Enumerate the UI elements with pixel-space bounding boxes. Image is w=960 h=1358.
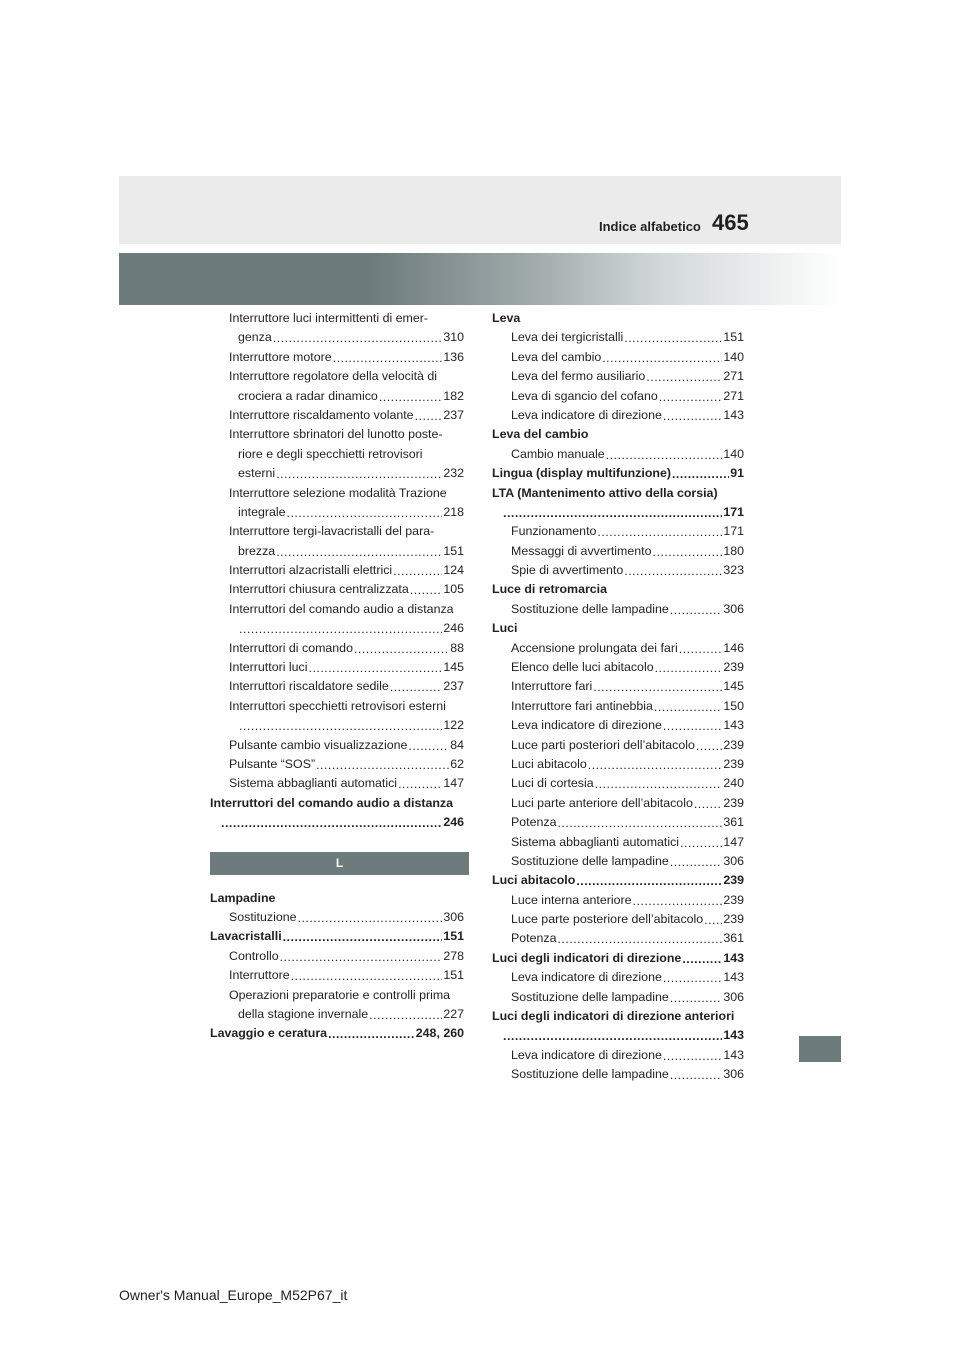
page-reference: 140 bbox=[723, 349, 744, 364]
index-entry bbox=[210, 966, 464, 985]
page-reference: 239 bbox=[723, 737, 744, 752]
page-reference: 239 bbox=[723, 660, 744, 675]
page-reference: 145 bbox=[723, 679, 744, 694]
dot-leader bbox=[695, 736, 722, 755]
page-reference: 151 bbox=[723, 330, 744, 345]
page-reference: 271 bbox=[723, 388, 744, 403]
entry-label: Leva del fermo ausiliario bbox=[511, 369, 646, 384]
dot-leader bbox=[286, 503, 443, 522]
index-entry bbox=[492, 930, 744, 949]
entry-label: Potenza bbox=[511, 815, 557, 830]
page-reference: 151 bbox=[443, 543, 464, 558]
dot-leader bbox=[693, 794, 722, 813]
page-reference: 143 bbox=[723, 407, 744, 422]
entry-label: Sistema abbaglianti automatici bbox=[229, 776, 398, 791]
page-reference: 182 bbox=[443, 388, 464, 403]
entry-label: Luce parte posteriore dell’abitacolo bbox=[511, 912, 704, 927]
entry-label: Luci di cortesia bbox=[511, 776, 594, 791]
dot-leader bbox=[238, 716, 442, 735]
page-reference: 105 bbox=[443, 582, 464, 597]
index-heading-entry bbox=[492, 871, 744, 890]
dot-leader bbox=[662, 716, 722, 735]
dot-leader bbox=[671, 464, 729, 483]
index-entry bbox=[210, 503, 464, 522]
page-reference: 147 bbox=[723, 834, 744, 849]
entry-label: crociera a radar dinamico bbox=[238, 388, 378, 403]
dot-leader bbox=[502, 503, 722, 522]
page-reference: 91 bbox=[730, 466, 744, 481]
index-entry bbox=[210, 677, 464, 696]
index-heading: Lampadine bbox=[210, 890, 276, 905]
page-reference: 306 bbox=[443, 909, 464, 924]
entry-label: Leva indicatore di direzione bbox=[511, 970, 662, 985]
page-reference: 306 bbox=[723, 989, 744, 1004]
entry-label: Interruttori di comando bbox=[229, 640, 353, 655]
page-reference: 246 bbox=[443, 815, 464, 830]
dot-leader bbox=[623, 328, 722, 347]
page-reference: 147 bbox=[443, 776, 464, 791]
index-entry bbox=[492, 658, 744, 677]
entry-label: Accensione prolungata dei fari bbox=[511, 640, 678, 655]
entry-label: Interruttore fari antinebbia bbox=[511, 698, 653, 713]
page-reference: 278 bbox=[443, 948, 464, 963]
page-reference: 122 bbox=[443, 718, 464, 733]
entry-label: della stagione invernale bbox=[238, 1006, 369, 1021]
index-entry bbox=[210, 658, 464, 677]
entry-label: Messaggi di avvertimento bbox=[511, 543, 652, 558]
index-entry bbox=[492, 697, 744, 716]
index-entry-text: Interruttori specchietti retrovisori esterni bbox=[229, 698, 446, 713]
index-entry bbox=[210, 1005, 464, 1024]
index-entry bbox=[210, 619, 464, 638]
entry-label: Interruttore motore bbox=[229, 349, 332, 364]
entry-label: integrale bbox=[238, 504, 286, 519]
entry-label: Lingua (display multifunzione) bbox=[492, 466, 671, 481]
entry-label: Leva del cambio bbox=[511, 349, 602, 364]
dot-leader bbox=[679, 833, 722, 852]
dot-leader bbox=[669, 852, 723, 871]
index-entry bbox=[210, 464, 464, 483]
entry-label: Pulsante “SOS” bbox=[229, 756, 316, 771]
dot-leader bbox=[556, 930, 722, 949]
dot-leader bbox=[275, 464, 442, 483]
footer-manual-id: Owner's Manual_Europe_M52P67_it bbox=[119, 1287, 348, 1303]
page-reference: 361 bbox=[723, 931, 744, 946]
entry-label: Interruttore fari bbox=[511, 679, 593, 694]
page-reference: 361 bbox=[723, 815, 744, 830]
index-entry bbox=[492, 736, 744, 755]
page-reference: 239 bbox=[723, 873, 744, 888]
dot-leader bbox=[654, 658, 723, 677]
entry-label: Luci abitacolo bbox=[492, 873, 576, 888]
dot-leader bbox=[414, 406, 443, 425]
index-entry bbox=[492, 891, 744, 910]
index-entry bbox=[492, 833, 744, 852]
page-number: 465 bbox=[712, 210, 749, 235]
entry-label: Cambio manuale bbox=[511, 446, 605, 461]
page-reference: 143 bbox=[723, 718, 744, 733]
index-heading: Leva del cambio bbox=[492, 427, 589, 442]
index-entry bbox=[492, 348, 744, 367]
entry-label: Pulsante cambio visualizzazione bbox=[229, 737, 408, 752]
index-entry-text: Operazioni preparatorie e controlli prima bbox=[229, 987, 451, 1002]
entry-label: Luce parti posteriori dell’abitacolo bbox=[511, 737, 695, 752]
page-reference: 84 bbox=[450, 737, 464, 752]
page-reference: 88 bbox=[450, 640, 464, 655]
page-reference: 218 bbox=[443, 504, 464, 519]
entry-label: Interruttore bbox=[229, 968, 290, 983]
dot-leader bbox=[592, 677, 722, 696]
index-entry bbox=[210, 580, 464, 599]
page-reference: 227 bbox=[443, 1006, 464, 1021]
dot-leader bbox=[587, 755, 723, 774]
index-entry bbox=[492, 542, 744, 561]
dot-leader bbox=[669, 988, 723, 1007]
header-gradient-bar bbox=[119, 253, 841, 305]
dot-leader bbox=[575, 871, 722, 890]
dot-leader bbox=[378, 387, 443, 406]
page-reference: 124 bbox=[443, 563, 464, 578]
index-entry bbox=[492, 522, 744, 541]
dot-leader bbox=[297, 908, 443, 927]
index-entry bbox=[210, 348, 464, 367]
page-reference: 143 bbox=[723, 970, 744, 985]
page-reference: 151 bbox=[443, 968, 464, 983]
dot-leader bbox=[669, 1065, 723, 1084]
index-entry bbox=[210, 561, 464, 580]
page-reference: 239 bbox=[723, 892, 744, 907]
entry-label: Interruttori alzacristalli elettrici bbox=[229, 563, 393, 578]
entry-label: Luci degli indicatori di direzione bbox=[492, 950, 682, 965]
dot-leader bbox=[662, 406, 722, 425]
dot-leader bbox=[407, 736, 449, 755]
index-entry bbox=[492, 774, 744, 793]
page-reference: 143 bbox=[723, 1047, 744, 1062]
index-heading-entry bbox=[210, 927, 464, 946]
page-reference: 246 bbox=[443, 621, 464, 636]
index-entry bbox=[492, 988, 744, 1007]
index-entry bbox=[210, 774, 464, 793]
index-entry bbox=[492, 794, 744, 813]
dot-leader bbox=[556, 813, 722, 832]
entry-label: Sostituzione delle lampadine bbox=[511, 601, 669, 616]
page-reference: 239 bbox=[723, 912, 744, 927]
dot-leader bbox=[272, 328, 443, 347]
index-entry bbox=[210, 908, 464, 927]
page-reference: 136 bbox=[443, 349, 464, 364]
index-column-left bbox=[210, 309, 464, 1044]
index-heading: Leva bbox=[492, 311, 521, 325]
index-entry bbox=[210, 328, 464, 347]
entry-label: genza bbox=[238, 330, 272, 345]
dot-leader bbox=[392, 561, 442, 580]
entry-label: Potenza bbox=[511, 931, 557, 946]
index-heading-entry bbox=[492, 949, 744, 968]
page-reference: 62 bbox=[450, 756, 464, 771]
entry-label: Interruttori chiusura centralizzata bbox=[229, 582, 409, 597]
entry-label: Interruttori riscaldatore sedile bbox=[229, 679, 389, 694]
page-reference: 143 bbox=[723, 1028, 744, 1043]
entry-label: Funzionamento bbox=[511, 524, 597, 539]
section-title: Indice alfabetico bbox=[599, 219, 701, 234]
index-entry bbox=[492, 1065, 744, 1084]
index-heading-entry bbox=[210, 813, 464, 832]
entry-label: Sostituzione delle lampadine bbox=[511, 853, 669, 868]
dot-leader bbox=[662, 968, 722, 987]
dot-leader bbox=[220, 813, 442, 832]
page-reference: 145 bbox=[443, 660, 464, 675]
entry-label: Interruttore riscaldamento volante bbox=[229, 407, 414, 422]
dot-leader bbox=[658, 387, 723, 406]
dot-leader bbox=[653, 697, 722, 716]
index-entry bbox=[210, 406, 464, 425]
dot-leader bbox=[601, 348, 722, 367]
dot-leader bbox=[681, 949, 722, 968]
page-reference: 151 bbox=[443, 929, 464, 944]
index-heading: Luce di retromarcia bbox=[492, 582, 608, 597]
page-reference: 310 bbox=[443, 330, 464, 345]
index-entry bbox=[210, 716, 464, 735]
index-entry bbox=[210, 542, 464, 561]
dot-leader bbox=[397, 774, 442, 793]
dot-leader bbox=[632, 891, 723, 910]
index-entry bbox=[492, 600, 744, 619]
dot-leader bbox=[308, 658, 443, 677]
dot-leader bbox=[353, 639, 449, 658]
page-reference: 180 bbox=[723, 543, 744, 558]
index-heading: Interruttori del comando audio a distanza bbox=[210, 795, 454, 810]
index-entry bbox=[210, 639, 464, 658]
dot-leader bbox=[238, 619, 442, 638]
index-entry bbox=[492, 328, 744, 347]
dot-leader bbox=[279, 947, 443, 966]
entry-label: Leva dei tergicristalli bbox=[511, 330, 624, 345]
index-column-right bbox=[492, 309, 744, 1085]
dot-leader bbox=[409, 580, 443, 599]
index-entry bbox=[492, 755, 744, 774]
dot-leader bbox=[678, 639, 723, 658]
dot-leader bbox=[275, 542, 442, 561]
index-entry bbox=[492, 639, 744, 658]
entry-label: Sistema abbaglianti automatici bbox=[511, 834, 680, 849]
index-entry bbox=[492, 852, 744, 871]
dot-leader bbox=[662, 1046, 722, 1065]
index-entry bbox=[210, 947, 464, 966]
dot-leader bbox=[596, 522, 722, 541]
entry-label: Leva indicatore di direzione bbox=[511, 407, 662, 422]
index-heading: LTA (Mantenimento attivo della corsia) bbox=[492, 485, 718, 500]
dot-leader bbox=[290, 966, 443, 985]
entry-label: Luci parte anteriore dell’abitacolo bbox=[511, 795, 693, 810]
page-reference: 271 bbox=[723, 369, 744, 384]
dot-leader bbox=[315, 755, 449, 774]
dot-leader bbox=[389, 677, 443, 696]
index-entry bbox=[492, 1046, 744, 1065]
index-letter-heading: L bbox=[210, 852, 469, 875]
index-heading: Luci degli indicatori di direzione anteriori bbox=[492, 1009, 735, 1024]
dot-leader bbox=[594, 774, 723, 793]
index-entry bbox=[210, 755, 464, 774]
dot-leader bbox=[623, 561, 722, 580]
dot-leader bbox=[368, 1005, 442, 1024]
page-reference: 232 bbox=[443, 466, 464, 481]
dot-leader bbox=[703, 910, 722, 929]
index-entry bbox=[492, 367, 744, 386]
page-reference: 150 bbox=[723, 698, 744, 713]
index-heading-entry bbox=[492, 503, 744, 522]
index-entry-text: Interruttore tergi-lavacristalli del para- bbox=[229, 524, 435, 539]
page-reference: 306 bbox=[723, 853, 744, 868]
page-reference: 240 bbox=[723, 776, 744, 791]
dot-leader bbox=[645, 367, 722, 386]
index-heading-entry bbox=[492, 1026, 744, 1045]
entry-label: Elenco delle luci abitacolo bbox=[511, 660, 654, 675]
entry-label: Interruttori luci bbox=[229, 660, 308, 675]
page-reference: 143 bbox=[723, 950, 744, 965]
index-entry bbox=[492, 968, 744, 987]
entry-label: Spie di avvertimento bbox=[511, 563, 624, 578]
page-reference: 237 bbox=[443, 679, 464, 694]
page-reference: 237 bbox=[443, 407, 464, 422]
dot-leader bbox=[327, 1024, 415, 1043]
dot-leader bbox=[332, 348, 443, 367]
index-entry bbox=[492, 910, 744, 929]
page-reference: 239 bbox=[723, 795, 744, 810]
index-entry bbox=[210, 736, 464, 755]
page-reference: 171 bbox=[723, 524, 744, 539]
page-reference: 239 bbox=[723, 756, 744, 771]
page-reference: 306 bbox=[723, 1067, 744, 1082]
page-reference: 248, 260 bbox=[415, 1026, 464, 1041]
dot-leader bbox=[502, 1026, 722, 1045]
dot-leader bbox=[605, 445, 723, 464]
index-entry-text: Interruttore selezione modalità Trazione bbox=[229, 485, 447, 500]
index-heading: Luci bbox=[492, 621, 518, 636]
index-entry-text: Interruttore luci intermittenti di emer- bbox=[229, 311, 429, 325]
entry-label: Luci abitacolo bbox=[511, 756, 587, 771]
index-entry-text: Interruttori del comando audio a distanza bbox=[229, 601, 454, 616]
index-entry bbox=[492, 561, 744, 580]
entry-label: Lavacristalli bbox=[210, 929, 282, 944]
index-heading-entry bbox=[492, 464, 744, 483]
index-entry bbox=[492, 813, 744, 832]
chapter-side-tab bbox=[799, 1036, 841, 1062]
dot-leader bbox=[652, 542, 723, 561]
dot-leader bbox=[669, 600, 723, 619]
index-entry bbox=[492, 716, 744, 735]
entry-label: Leva di sgancio del cofano bbox=[511, 388, 658, 403]
entry-label: esterni bbox=[238, 466, 276, 481]
page-reference: 146 bbox=[723, 640, 744, 655]
page-reference: 140 bbox=[723, 446, 744, 461]
index-entry-text: Interruttore regolatore della velocità di bbox=[229, 369, 438, 384]
dot-leader bbox=[282, 927, 443, 946]
index-entry bbox=[210, 387, 464, 406]
index-entry bbox=[492, 445, 744, 464]
entry-label: Sostituzione delle lampadine bbox=[511, 1067, 669, 1082]
page-reference: 171 bbox=[723, 504, 744, 519]
entry-label: Sostituzione delle lampadine bbox=[511, 989, 669, 1004]
entry-label: Luce interna anteriore bbox=[511, 892, 632, 907]
page-reference: 323 bbox=[723, 563, 744, 578]
page-reference: 306 bbox=[723, 601, 744, 616]
index-entry-text: Interruttore sbrinatori del lunotto poste- bbox=[229, 427, 443, 442]
entry-label: Leva indicatore di direzione bbox=[511, 718, 662, 733]
index-entry bbox=[492, 387, 744, 406]
entry-label: Controllo bbox=[229, 948, 279, 963]
index-entry bbox=[492, 406, 744, 425]
index-entry bbox=[492, 677, 744, 696]
index-entry-text: riore e degli specchietti retrovisori bbox=[238, 446, 423, 461]
entry-label: brezza bbox=[238, 543, 276, 558]
entry-label: Sostituzione bbox=[229, 909, 297, 924]
entry-label: Lavaggio e ceratura bbox=[210, 1026, 328, 1041]
index-heading-entry bbox=[210, 1024, 464, 1043]
entry-label: Leva indicatore di direzione bbox=[511, 1047, 662, 1062]
